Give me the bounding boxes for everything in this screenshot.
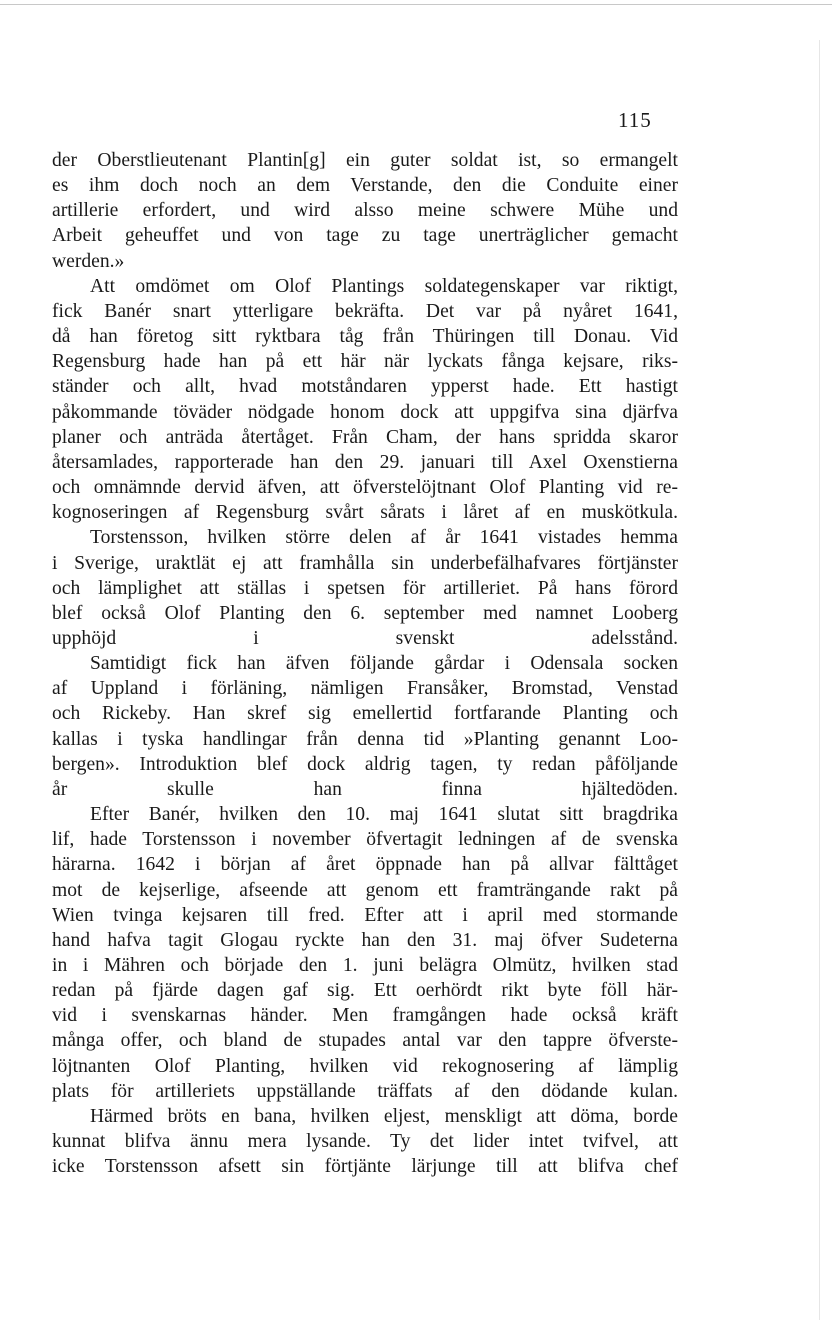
text-line: många offer, och bland de stupades antal var den tappre öfverste- [52,1030,678,1052]
text-line: Arbeit geheuffet und von tage zu tage unerträglicher gemacht [52,225,678,247]
text-line: lif, hade Torstensson i november öfvertagit ledningen af de svenska [52,829,678,851]
text-line: artillerie erfordert, und wird alsso meine schwere Mühe und [52,200,678,222]
paragraph [52,525,678,651]
text-line: kognoseringen af Regensburg svårt sårats i låret af en muskötkula. [52,502,678,524]
text-line: bergen». Introduktion blef dock aldrig tagen, ty redan påföljande [52,753,678,775]
text-line: mot de kejserlige, afseende att genom ett framträngande rakt på [52,879,678,901]
text-line: hand hafva tagit Glogau ryckte han den 31. maj öfver Sudeterna [52,929,678,951]
paragraph [52,802,678,1104]
text-line: werden.» [52,250,125,272]
body-text [52,148,678,1179]
text-line: ständer och allt, hvad motståndaren ypperst hade. Ett hastigt [52,376,678,398]
text-line: plats för artilleriets uppställande träffats af den dödande kulan. [52,1080,678,1102]
text-line: Wien tvinga kejsaren till fred. Efter att i april med stormande [52,904,678,926]
paragraph [52,651,678,802]
text-line: es ihm doch noch an dem Verstande, den die Conduite einer [52,175,678,197]
text-line: blef också Olof Planting den 6. september med namnet Looberg [52,602,678,624]
text-line: Samtidigt fick han äfven följande gårdar i Odensala socken [90,653,678,675]
text-line: återsamlades, rapporterade han den 29. januari till Axel Oxenstierna [52,451,678,473]
paragraph [52,274,678,526]
text-line: år skulle han finna hjältedöden. [52,778,678,800]
text-line: och lämplighet att ställas i spetsen för artilleriet. På hans förord [52,577,678,599]
text-line: då han företog sitt ryktbara tåg från Thüringen till Donau. Vid [52,326,678,348]
text-line: Härmed bröts en bana, hvilken eljest, menskligt att döma, borde [90,1105,678,1127]
scan-top-rule [0,4,832,5]
scan-page-edge [819,40,820,1320]
page-number: 115 [618,108,652,132]
text-line: planer och anträda återtåget. Från Cham, der hans spridda skaror [52,426,678,448]
paragraph [52,1104,678,1179]
text-line: upphöjd i svenskt adelsstånd. [52,627,678,649]
text-line: Efter Banér, hvilken den 10. maj 1641 slutat sitt bragdrika [90,804,678,826]
text-line: i Sverige, uraktlät ej att framhålla sin underbefälhafvares förtjänster [52,552,678,574]
text-line: påkommande töväder nödgade honom dock att uppgifva sina djärfva [52,401,678,423]
text-line: och Rickeby. Han skref sig emellertid fortfarande Planting och [52,703,678,725]
text-line: fick Banér snart ytterligare bekräfta. Det var på nyåret 1641, [52,300,678,322]
text-line: Torstensson, hvilken större delen af år 1641 vistades hemma [90,527,678,549]
paragraph [52,148,678,274]
text-line: Att omdömet om Olof Plantings soldategenskaper var riktigt, [90,275,678,297]
text-line: der Oberstlieutenant Plantin[g] ein guter soldat ist, so ermangelt [52,150,678,171]
text-line: kunnat blifva ännu mera lysande. Ty det lider intet tvifvel, att [52,1131,678,1153]
text-line: kallas i tyska handlingar från denna tid »Planting genannt Loo- [52,728,678,750]
text-line: vid i svenskarnas händer. Men framgången hade också kräft [52,1005,678,1027]
text-line: redan på fjärde dagen gaf sig. Ett oerhördt rikt byte föll här- [52,980,678,1002]
text-line: af Uppland i förläning, nämligen Fransåker, Bromstad, Venstad [52,678,678,700]
text-line: löjtnanten Olof Planting, hvilken vid rekognosering af lämplig [52,1055,678,1077]
text-line: in i Mähren och började den 1. juni belägra Olmütz, hvilken stad [52,955,678,976]
text-line: härarna. 1642 i början af året öppnade han på allvar fälttåget [52,854,678,876]
text-line: Regensburg hade han på ett här när lyckats fånga kejsare, riks- [52,351,678,373]
text-line: icke Torstensson afsett sin förtjänte lärjunge till att blifva chef [52,1156,678,1178]
text-line: och omnämnde dervid äfven, att öfverstelöjtnant Olof Planting vid re- [52,477,678,499]
